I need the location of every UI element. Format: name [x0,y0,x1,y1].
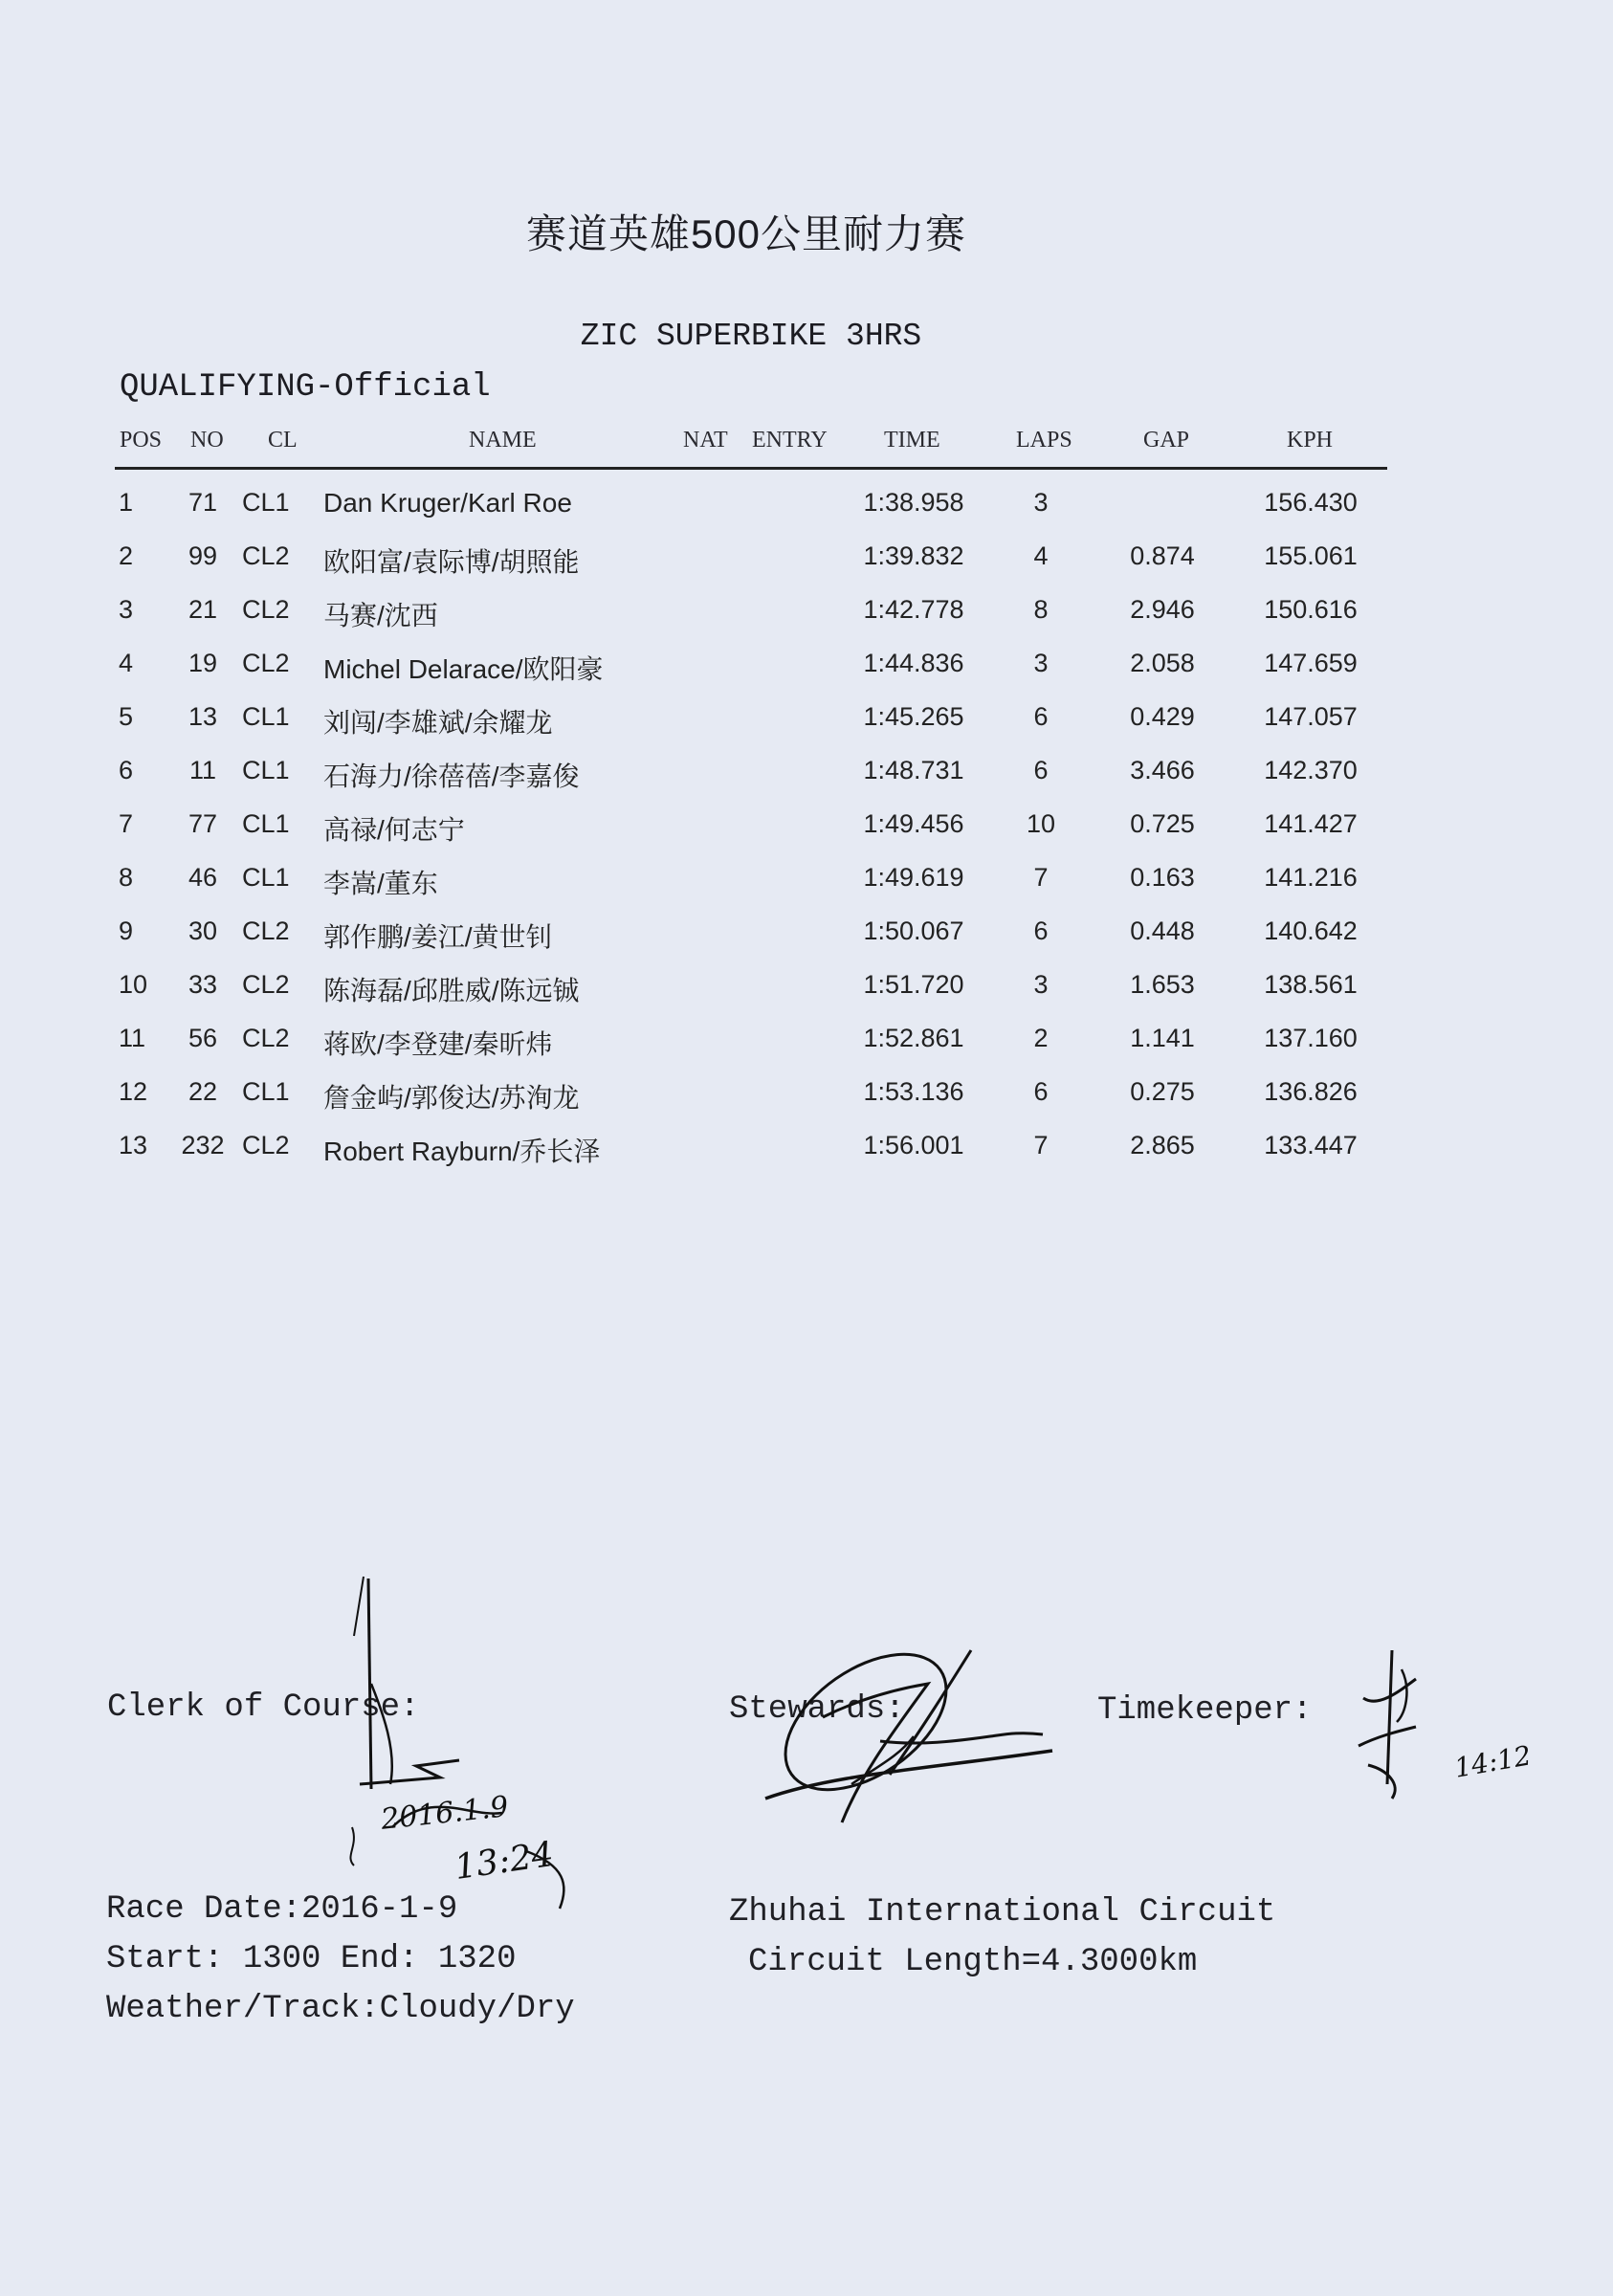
table-row [0,488,1613,536]
cell-pos: 13 [119,1131,148,1159]
cell-kph: 147.659 [1264,649,1358,677]
header-gap: GAP [1143,428,1190,453]
cell-cl: CL1 [242,863,290,892]
cell-laps: 8 [1033,595,1049,624]
cell-pos: 12 [119,1077,148,1106]
stewards-signature [756,1631,1072,1842]
cell-laps: 6 [1033,702,1049,731]
table-row [0,649,1613,696]
table-row [0,541,1613,589]
cell-kph: 140.642 [1264,916,1358,945]
cell-name: 欧阳富/袁际博/胡照能 [323,547,580,577]
cell-kph: 133.447 [1264,1131,1358,1159]
cell-cl: CL2 [242,1131,290,1159]
cell-no: 232 [181,1131,225,1159]
cell-cl: CL1 [242,756,290,784]
cell-pos: 9 [119,916,134,945]
cell-laps: 6 [1033,756,1049,784]
cell-cl: CL2 [242,541,290,570]
start-end-time: Start: 1300 End: 1320 [106,1941,517,1977]
cell-kph: 141.427 [1264,809,1358,838]
cell-kph: 142.370 [1264,756,1358,784]
cell-no: 99 [188,541,218,570]
cell-kph: 147.057 [1264,702,1358,731]
cell-laps: 3 [1033,649,1049,677]
cell-time: 1:39.832 [863,541,964,570]
session-name: QUALIFYING-Official [120,369,491,406]
cell-no: 71 [188,488,218,517]
cell-kph: 138.561 [1264,970,1358,999]
cell-gap: 0.448 [1130,916,1195,945]
cell-laps: 2 [1033,1024,1049,1052]
cell-laps: 6 [1033,916,1049,945]
cell-kph: 155.061 [1264,541,1358,570]
header-kph: KPH [1287,428,1334,453]
table-row [0,863,1613,911]
header-name: NAME [469,428,537,453]
cell-laps: 3 [1033,970,1049,999]
cell-kph: 137.160 [1264,1024,1358,1052]
cell-time: 1:48.731 [863,756,964,784]
race-date: Race Date:2016-1-9 [106,1891,458,1928]
cell-no: 33 [188,970,218,999]
cell-kph: 141.216 [1264,863,1358,892]
cell-gap: 0.429 [1130,702,1195,731]
cell-gap: 2.058 [1130,649,1195,677]
cell-no: 77 [188,809,218,838]
cell-pos: 7 [119,809,134,838]
cell-cl: CL2 [242,1024,290,1052]
table-row [0,702,1613,750]
cell-time: 1:38.958 [863,488,964,517]
cell-cl: CL1 [242,809,290,838]
cell-gap: 1.141 [1130,1024,1195,1052]
table-row [0,756,1613,804]
cell-cl: CL2 [242,595,290,624]
cell-laps: 6 [1033,1077,1049,1106]
cell-gap: 2.946 [1130,595,1195,624]
clerk-note-time: 13:24 [452,1834,557,1888]
cell-no: 22 [188,1077,218,1106]
cell-name: 刘闯/李雄斌/余耀龙 [323,708,553,738]
table-row [0,916,1613,964]
cell-kph: 150.616 [1264,595,1358,624]
cell-time: 1:44.836 [863,649,964,677]
cell-time: 1:50.067 [863,916,964,945]
cell-kph: 136.826 [1264,1077,1358,1106]
cell-name: 詹金屿/郭俊达/苏洵龙 [323,1083,580,1113]
header-entry: ENTRY [752,428,828,453]
cell-name: 郭作鹏/姜江/黄世钊 [323,922,553,952]
cell-time: 1:56.001 [863,1131,964,1159]
clerk-of-course-label: Clerk of Course: [107,1689,420,1726]
header-cl: CL [268,428,298,453]
table-row [0,595,1613,643]
weather-track: Weather/Track:Cloudy/Dry [106,1991,575,2027]
cell-gap: 0.725 [1130,809,1195,838]
cell-laps: 7 [1033,1131,1049,1159]
cell-gap: 2.865 [1130,1131,1195,1159]
cell-no: 46 [188,863,218,892]
cell-no: 21 [188,595,218,624]
clerk-note-date: 2016.1.9 [379,1790,511,1837]
cell-gap: 0.275 [1130,1077,1195,1106]
cell-cl: CL2 [242,970,290,999]
table-row [0,1131,1613,1179]
cell-pos: 2 [119,541,134,570]
clerk-signature [325,1569,612,1932]
cell-no: 30 [188,916,218,945]
timekeeper-time-note: 14:12 [1451,1739,1534,1784]
cell-gap: 1.653 [1130,970,1195,999]
cell-cl: CL1 [242,1077,290,1106]
cell-pos: 1 [119,488,134,517]
timekeeper-label: Timekeeper: [1097,1692,1313,1729]
cell-time: 1:45.265 [863,702,964,731]
cell-laps: 4 [1033,541,1049,570]
cell-name: 高禄/何志宁 [323,815,465,845]
table-row [0,970,1613,1018]
cell-no: 19 [188,649,218,677]
cell-pos: 3 [119,595,134,624]
cell-pos: 4 [119,649,134,677]
cell-no: 11 [188,756,217,784]
cell-name: Dan Kruger/Karl Roe [323,488,572,518]
header-time: TIME [884,428,940,453]
cell-time: 1:51.720 [863,970,964,999]
cell-cl: CL2 [242,916,290,945]
cell-laps: 10 [1026,809,1056,838]
cell-time: 1:53.136 [863,1077,964,1106]
cell-name: Robert Rayburn/乔长泽 [323,1137,601,1166]
cell-cl: CL1 [242,702,290,731]
cell-time: 1:49.619 [863,863,964,892]
header-laps: LAPS [1016,428,1072,453]
header-pos: POS [120,428,163,453]
cell-pos: 10 [119,970,148,999]
header-nat: NAT [683,428,728,453]
circuit-length: Circuit Length=4.3000km [748,1944,1198,1980]
cell-gap: 0.874 [1130,541,1195,570]
cell-pos: 11 [119,1024,146,1052]
cell-time: 1:52.861 [863,1024,964,1052]
cell-pos: 5 [119,702,134,731]
table-row [0,1024,1613,1071]
cell-gap: 3.466 [1130,756,1195,784]
timekeeper-signature [1349,1641,1534,1803]
cell-gap: 0.163 [1130,863,1195,892]
cell-name: 李嵩/董东 [323,869,438,898]
cell-name: 陈海磊/邱胜威/陈远铖 [323,976,580,1005]
cell-time: 1:49.456 [863,809,964,838]
stewards-label: Stewards: [729,1691,905,1728]
cell-name: 蒋欧/李登建/秦昕炜 [323,1029,553,1059]
cell-no: 56 [188,1024,218,1052]
cell-cl: CL1 [242,488,290,517]
cell-name: Michel Delarace/欧阳豪 [323,654,604,684]
event-name: ZIC SUPERBIKE 3HRS [580,319,922,354]
document-title: 赛道英雄500公里耐力赛 [525,211,967,256]
table-row [0,809,1613,857]
cell-no: 13 [188,702,218,731]
cell-laps: 7 [1033,863,1049,892]
cell-laps: 3 [1033,488,1049,517]
cell-pos: 8 [119,863,134,892]
cell-cl: CL2 [242,649,290,677]
cell-name: 马赛/沈西 [323,601,438,630]
cell-time: 1:42.778 [863,595,964,624]
table-row [0,1077,1613,1125]
header-rule [115,467,1387,470]
cell-pos: 6 [119,756,134,784]
header-no: NO [190,428,224,453]
cell-name: 石海力/徐蓓蓓/李嘉俊 [323,762,580,791]
circuit-name: Zhuhai International Circuit [729,1894,1276,1931]
cell-kph: 156.430 [1264,488,1358,517]
